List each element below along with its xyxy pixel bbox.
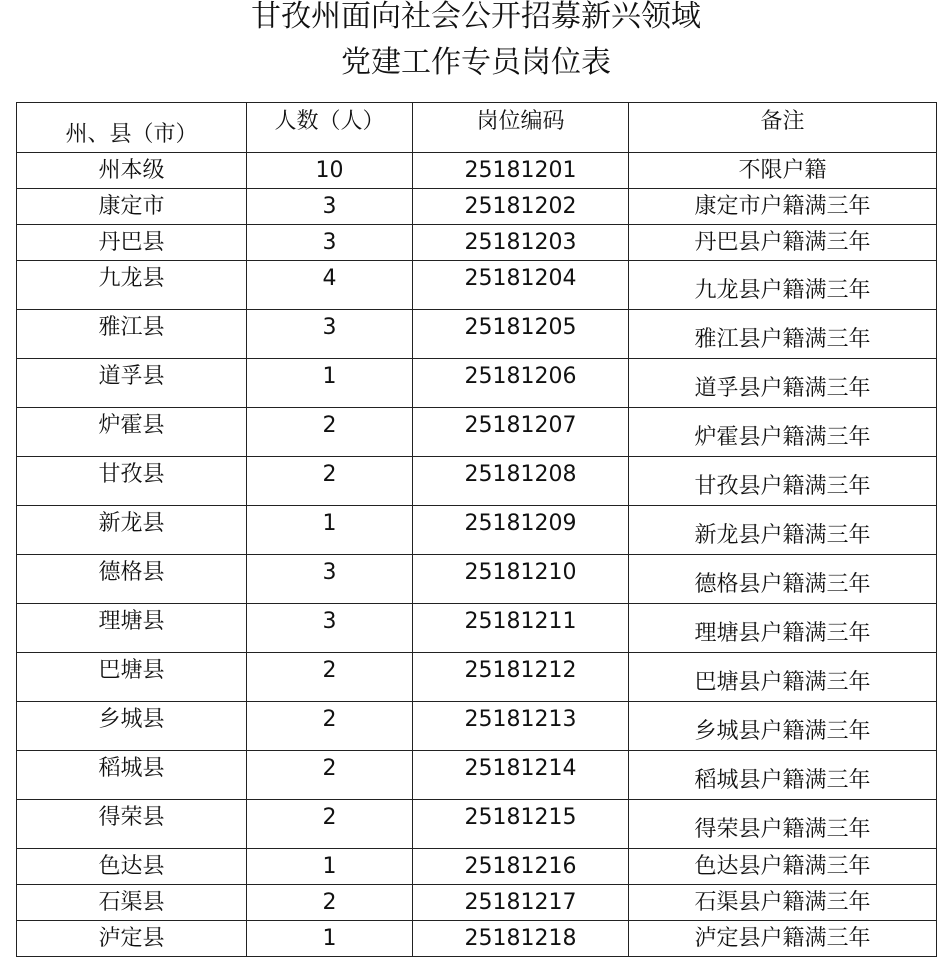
cell-count: 1 [247,849,413,885]
cell-count: 1 [247,359,413,408]
cell-region: 稻城县 [17,751,247,800]
cell-post-code: 25181205 [413,310,629,359]
cell-region: 新龙县 [17,506,247,555]
cell-post-code: 25181211 [413,604,629,653]
cell-post-code: 25181212 [413,653,629,702]
table-row [17,604,937,653]
table-row [17,800,937,849]
cell-remarks: 乡城县户籍满三年 [629,702,937,751]
cell-region: 康定市 [17,189,247,225]
positions-table [16,102,937,957]
table-row [17,849,937,885]
cell-region: 巴塘县 [17,653,247,702]
cell-remarks: 九龙县户籍满三年 [629,261,937,310]
cell-region: 泸定县 [17,921,247,957]
table-row [17,153,937,189]
cell-post-code: 25181216 [413,849,629,885]
cell-remarks: 石渠县户籍满三年 [629,885,937,921]
cell-region: 丹巴县 [17,225,247,261]
cell-remarks: 泸定县户籍满三年 [629,921,937,957]
cell-post-code: 25181206 [413,359,629,408]
cell-region: 九龙县 [17,261,247,310]
cell-region: 甘孜县 [17,457,247,506]
cell-remarks: 得荣县户籍满三年 [629,800,937,849]
cell-region: 色达县 [17,849,247,885]
cell-remarks: 稻城县户籍满三年 [629,751,937,800]
cell-count: 2 [247,800,413,849]
table-row [17,653,937,702]
table-row [17,189,937,225]
cell-count: 2 [247,653,413,702]
cell-remarks: 雅江县户籍满三年 [629,310,937,359]
table-row [17,457,937,506]
table-row [17,359,937,408]
cell-post-code: 25181202 [413,189,629,225]
cell-remarks: 德格县户籍满三年 [629,555,937,604]
cell-post-code: 25181201 [413,153,629,189]
cell-remarks: 理塘县户籍满三年 [629,604,937,653]
cell-remarks: 炉霍县户籍满三年 [629,408,937,457]
cell-region: 道孚县 [17,359,247,408]
table-row [17,885,937,921]
table-row [17,408,937,457]
cell-region: 理塘县 [17,604,247,653]
cell-post-code: 25181217 [413,885,629,921]
table-row [17,506,937,555]
cell-remarks: 丹巴县户籍满三年 [629,225,937,261]
cell-count: 3 [247,555,413,604]
table-row [17,921,937,957]
cell-count: 2 [247,751,413,800]
cell-count: 2 [247,702,413,751]
cell-post-code: 25181209 [413,506,629,555]
table-row [17,702,937,751]
table-row [17,751,937,800]
header-region: 州、县（市） [17,103,247,153]
cell-count: 4 [247,261,413,310]
cell-region: 得荣县 [17,800,247,849]
cell-remarks: 巴塘县户籍满三年 [629,653,937,702]
cell-remarks: 不限户籍 [629,153,937,189]
cell-post-code: 25181203 [413,225,629,261]
page-title-line-2: 党建工作专员岗位表 [341,45,611,80]
cell-region: 乡城县 [17,702,247,751]
cell-count: 1 [247,506,413,555]
cell-region: 炉霍县 [17,408,247,457]
cell-count: 2 [247,457,413,506]
cell-count: 10 [247,153,413,189]
table-row [17,310,937,359]
cell-post-code: 25181213 [413,702,629,751]
table-row [17,555,937,604]
cell-count: 3 [247,189,413,225]
cell-region: 石渠县 [17,885,247,921]
cell-count: 2 [247,408,413,457]
cell-post-code: 25181218 [413,921,629,957]
page-title-line-1: 甘孜州面向社会公开招募新兴领域 [251,0,701,34]
cell-post-code: 25181214 [413,751,629,800]
cell-post-code: 25181204 [413,261,629,310]
cell-remarks: 道孚县户籍满三年 [629,359,937,408]
table-row [17,261,937,310]
cell-remarks: 甘孜县户籍满三年 [629,457,937,506]
header-remarks: 备注 [629,103,937,153]
header-post-code: 岗位编码 [413,103,629,153]
cell-post-code: 25181207 [413,408,629,457]
cell-count: 3 [247,310,413,359]
cell-post-code: 25181215 [413,800,629,849]
cell-post-code: 25181208 [413,457,629,506]
cell-post-code: 25181210 [413,555,629,604]
header-count: 人数（人） [247,103,413,153]
cell-region: 雅江县 [17,310,247,359]
cell-remarks: 新龙县户籍满三年 [629,506,937,555]
cell-count: 1 [247,921,413,957]
cell-region: 德格县 [17,555,247,604]
cell-region: 州本级 [17,153,247,189]
table-row [17,225,937,261]
cell-remarks: 色达县户籍满三年 [629,849,937,885]
cell-count: 3 [247,225,413,261]
cell-count: 2 [247,885,413,921]
cell-count: 3 [247,604,413,653]
cell-remarks: 康定市户籍满三年 [629,189,937,225]
table-header-row [17,103,937,153]
